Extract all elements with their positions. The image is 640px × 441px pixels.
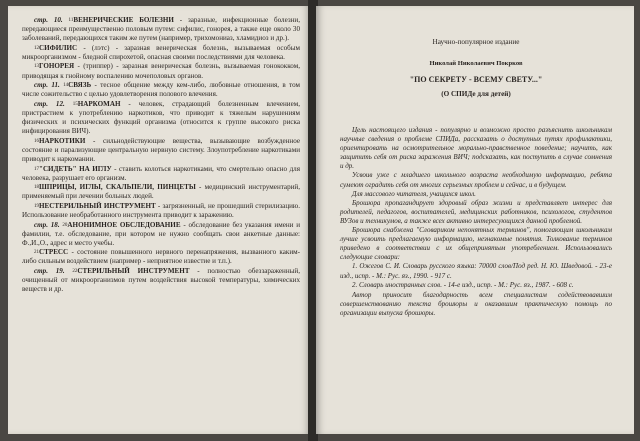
dictionary-reference: 1. Ожегов С. И. Словарь русского языка: 70000 слов/Под ред. Н. Ю. Шведовой. - 23-е изд., испр. - М.: Рус. яз., 1990. - 917 с. [340, 262, 612, 280]
glossary-definition: - обследование без указания имени и фамилии, т.е. обследование, при котором не нужно сообщать свои анкетные данные: Ф.,И.,О., адрес и место учебы. [22, 220, 301, 247]
glossary-term: НЕСТЕРИЛЬНЫЙ ИНСТРУМЕНТ [39, 201, 156, 210]
glossary-entry [22, 16, 300, 43]
page-ref: стр. 10. [34, 16, 63, 24]
annotation-paragraph: Цель настоящего издания - популярно и возможно просто разъяснить школьникам научные сведения о проблеме СПИДа, рассказать о доступных путях профилактики, ориентировать на осмотрительное морально-правственное поведение; научить, как защитить себя от риска заражения ВИЧ; подсказать, как поступить в случае сомнения и др. [340, 126, 612, 171]
edition-type: Научно-популярное издание [432, 38, 520, 46]
acknowledgement-paragraph: Автор приносит благодарность всем специалистам содействовавшим совершенствованию текста брошюры и оказавшим практическую помощь по организации выпуска брошюры. [340, 290, 612, 317]
author-name: Николай Николаевич Покрков [429, 60, 523, 67]
glossary-term: ГОНОРЕЯ [39, 62, 75, 71]
footnote-number: 22 [72, 269, 78, 275]
glossary-entry [22, 248, 300, 266]
glossary-entry [22, 44, 300, 62]
glossary-definition: - загрязненный, не прошедший стерилизацию. Использование необработанного инструмента приводит к заражению. [22, 201, 300, 219]
footnote-number: 12 [34, 45, 39, 51]
glossary-definition: - (лэтс) - заразная венерическая болезнь, вызываемая особым микроорганизмом - бледной спирохетой, опасная своими последствиями для человека. [22, 43, 300, 61]
glossary-entry [22, 100, 300, 136]
annotation-paragraph: Брошюра снабжена "Словариком непонятных терминов", помогающим школьникам лучше усвоить предлагаемую информацию, незнакомые понятия. Толкование терминов приведено в соответствии с их общепринятым употреблением. Использовались следующие словари: [340, 226, 612, 262]
glossary-term: НАРКОМАН [77, 99, 121, 108]
book-subtitle: (О СПИДе для детей) [441, 90, 511, 98]
glossary-definition: - заразные, инфекционные болезни, передающиеся преимущественно половым путем: сифилис, гонорея, а также еще около 30 заболеваний, передающихся таким же путем (например, трихомониаз, хламидиоз и др.). [22, 16, 300, 43]
glossary-term: ШПРИЦЫ, ИГЛЫ, СКАЛЬПЕЛИ, ПИНЦЕТЫ [39, 183, 196, 192]
glossary-entry [22, 267, 300, 294]
page-ref: стр. 19. [34, 267, 65, 276]
glossary-definition: - человек, страдающий болезненным влечением, пристрастием к употреблению наркотиков, что приводит к тяжелым нарушениям физических и психических функций организма (относится к группе высокого риска инфицирования ВИЧ). [22, 99, 300, 136]
glossary-term: СТЕРИЛЬНЫЙ ИНСТРУМЕНТ [77, 267, 190, 276]
annotation-paragraph: Усвоив уже с младшего школьного возраста необходимую информацию, ребята сумеют оградить себя от многих серьезных проблем и сейчас, и в будущем. [340, 171, 612, 189]
glossary-term: "СИДЕТЬ" НА ИГЛУ [39, 164, 112, 173]
glossary-definition: - (триппер) - заразная венерическая болезнь, вызываемая гонококком, приводящая к гнойному воспалению мочеполовых органов. [22, 62, 300, 80]
glossary-term: ВЕНЕРИЧЕСКИЕ БОЛЕЗНИ [73, 16, 174, 24]
footnote-number: 11 [68, 18, 74, 23]
footnote-number: 14 [63, 83, 69, 89]
glossary-entry [22, 137, 300, 164]
footnote-number: 18 [34, 185, 39, 191]
footnote-number: 13 [34, 64, 39, 70]
left-page [8, 6, 310, 434]
annotation-paragraph: Для массового читателя, учащихся школ. [352, 189, 476, 198]
page-ref: стр. 12. [34, 99, 65, 108]
dictionary-reference: 2. Словарь иностранных слов. - 14-е изд., испр. - М.: Рус. яз., 1987. - 608 с. [352, 280, 574, 289]
glossary-entry [22, 81, 300, 99]
page-ref: стр. 18. [34, 220, 60, 229]
glossary-entry [22, 62, 300, 80]
glossary-definition: - состояние повышенного нервного перенапряжения, вызванного каким-либо сильным воздействием (например - неприятное известие и т.п.). [22, 248, 300, 266]
glossary-term: СТРЕСС [39, 248, 69, 257]
page-ref: стр. 11. [34, 81, 60, 90]
glossary-entry [22, 202, 300, 220]
glossary-entry [22, 221, 300, 248]
footnote-number: 16 [34, 138, 39, 144]
glossary-list [8, 6, 310, 294]
footnote-number: 15 [72, 101, 78, 107]
glossary-term: СИФИЛИС [39, 43, 78, 52]
glossary-entry [22, 183, 300, 201]
glossary-entry [22, 165, 300, 183]
glossary-term: АНОНИМНОЕ ОБСЛЕДОВАНИЕ [67, 220, 181, 229]
book-title: "ПО СЕКРЕТУ - ВСЕМУ СВЕТУ..." [409, 75, 543, 84]
footnote-number: 21 [34, 250, 39, 256]
glossary-definition: - полностью обеззараженный, очищенный от микроорганизмов путем воздействия высокой температуры, химических веществ и др. [22, 267, 300, 294]
glossary-term: СВЯЗЬ [68, 81, 92, 90]
footnote-number: 17 [34, 166, 39, 172]
right-page [316, 6, 634, 434]
glossary-definition: - тесное общение между кем-либо, любовные отношения, в том числе сожительство с целью удовлетворения полового влечения. [22, 81, 300, 99]
footnote-number: 19 [34, 203, 39, 209]
glossary-term: НАРКОТИКИ [39, 136, 86, 145]
annotation-paragraph: Брошюра пропагандирует здоровый образ жизни и представляет интерес для родителей, педагогов, воспитателей, медицинских работников, психологов, студентов ВУЗов и техникумов, а также всех активно интересующихся данной проблемой. [340, 198, 612, 225]
glossary-definition: - медицинский инструментарий, применяемый при лечении больных людей. [22, 183, 300, 201]
glossary-definition: - сильнодействующие вещества, вызывающие возбужденное состояние и парализующие центральную нервную систему. Злоупотребление наркотиками приводит к наркомании. [22, 136, 300, 163]
annotation-text [340, 126, 612, 318]
footnote-number: 20 [62, 222, 68, 228]
glossary-definition: - ставить колоться наркотиками, что смертельно опасно для человека, разрушает его организм. [22, 164, 300, 182]
